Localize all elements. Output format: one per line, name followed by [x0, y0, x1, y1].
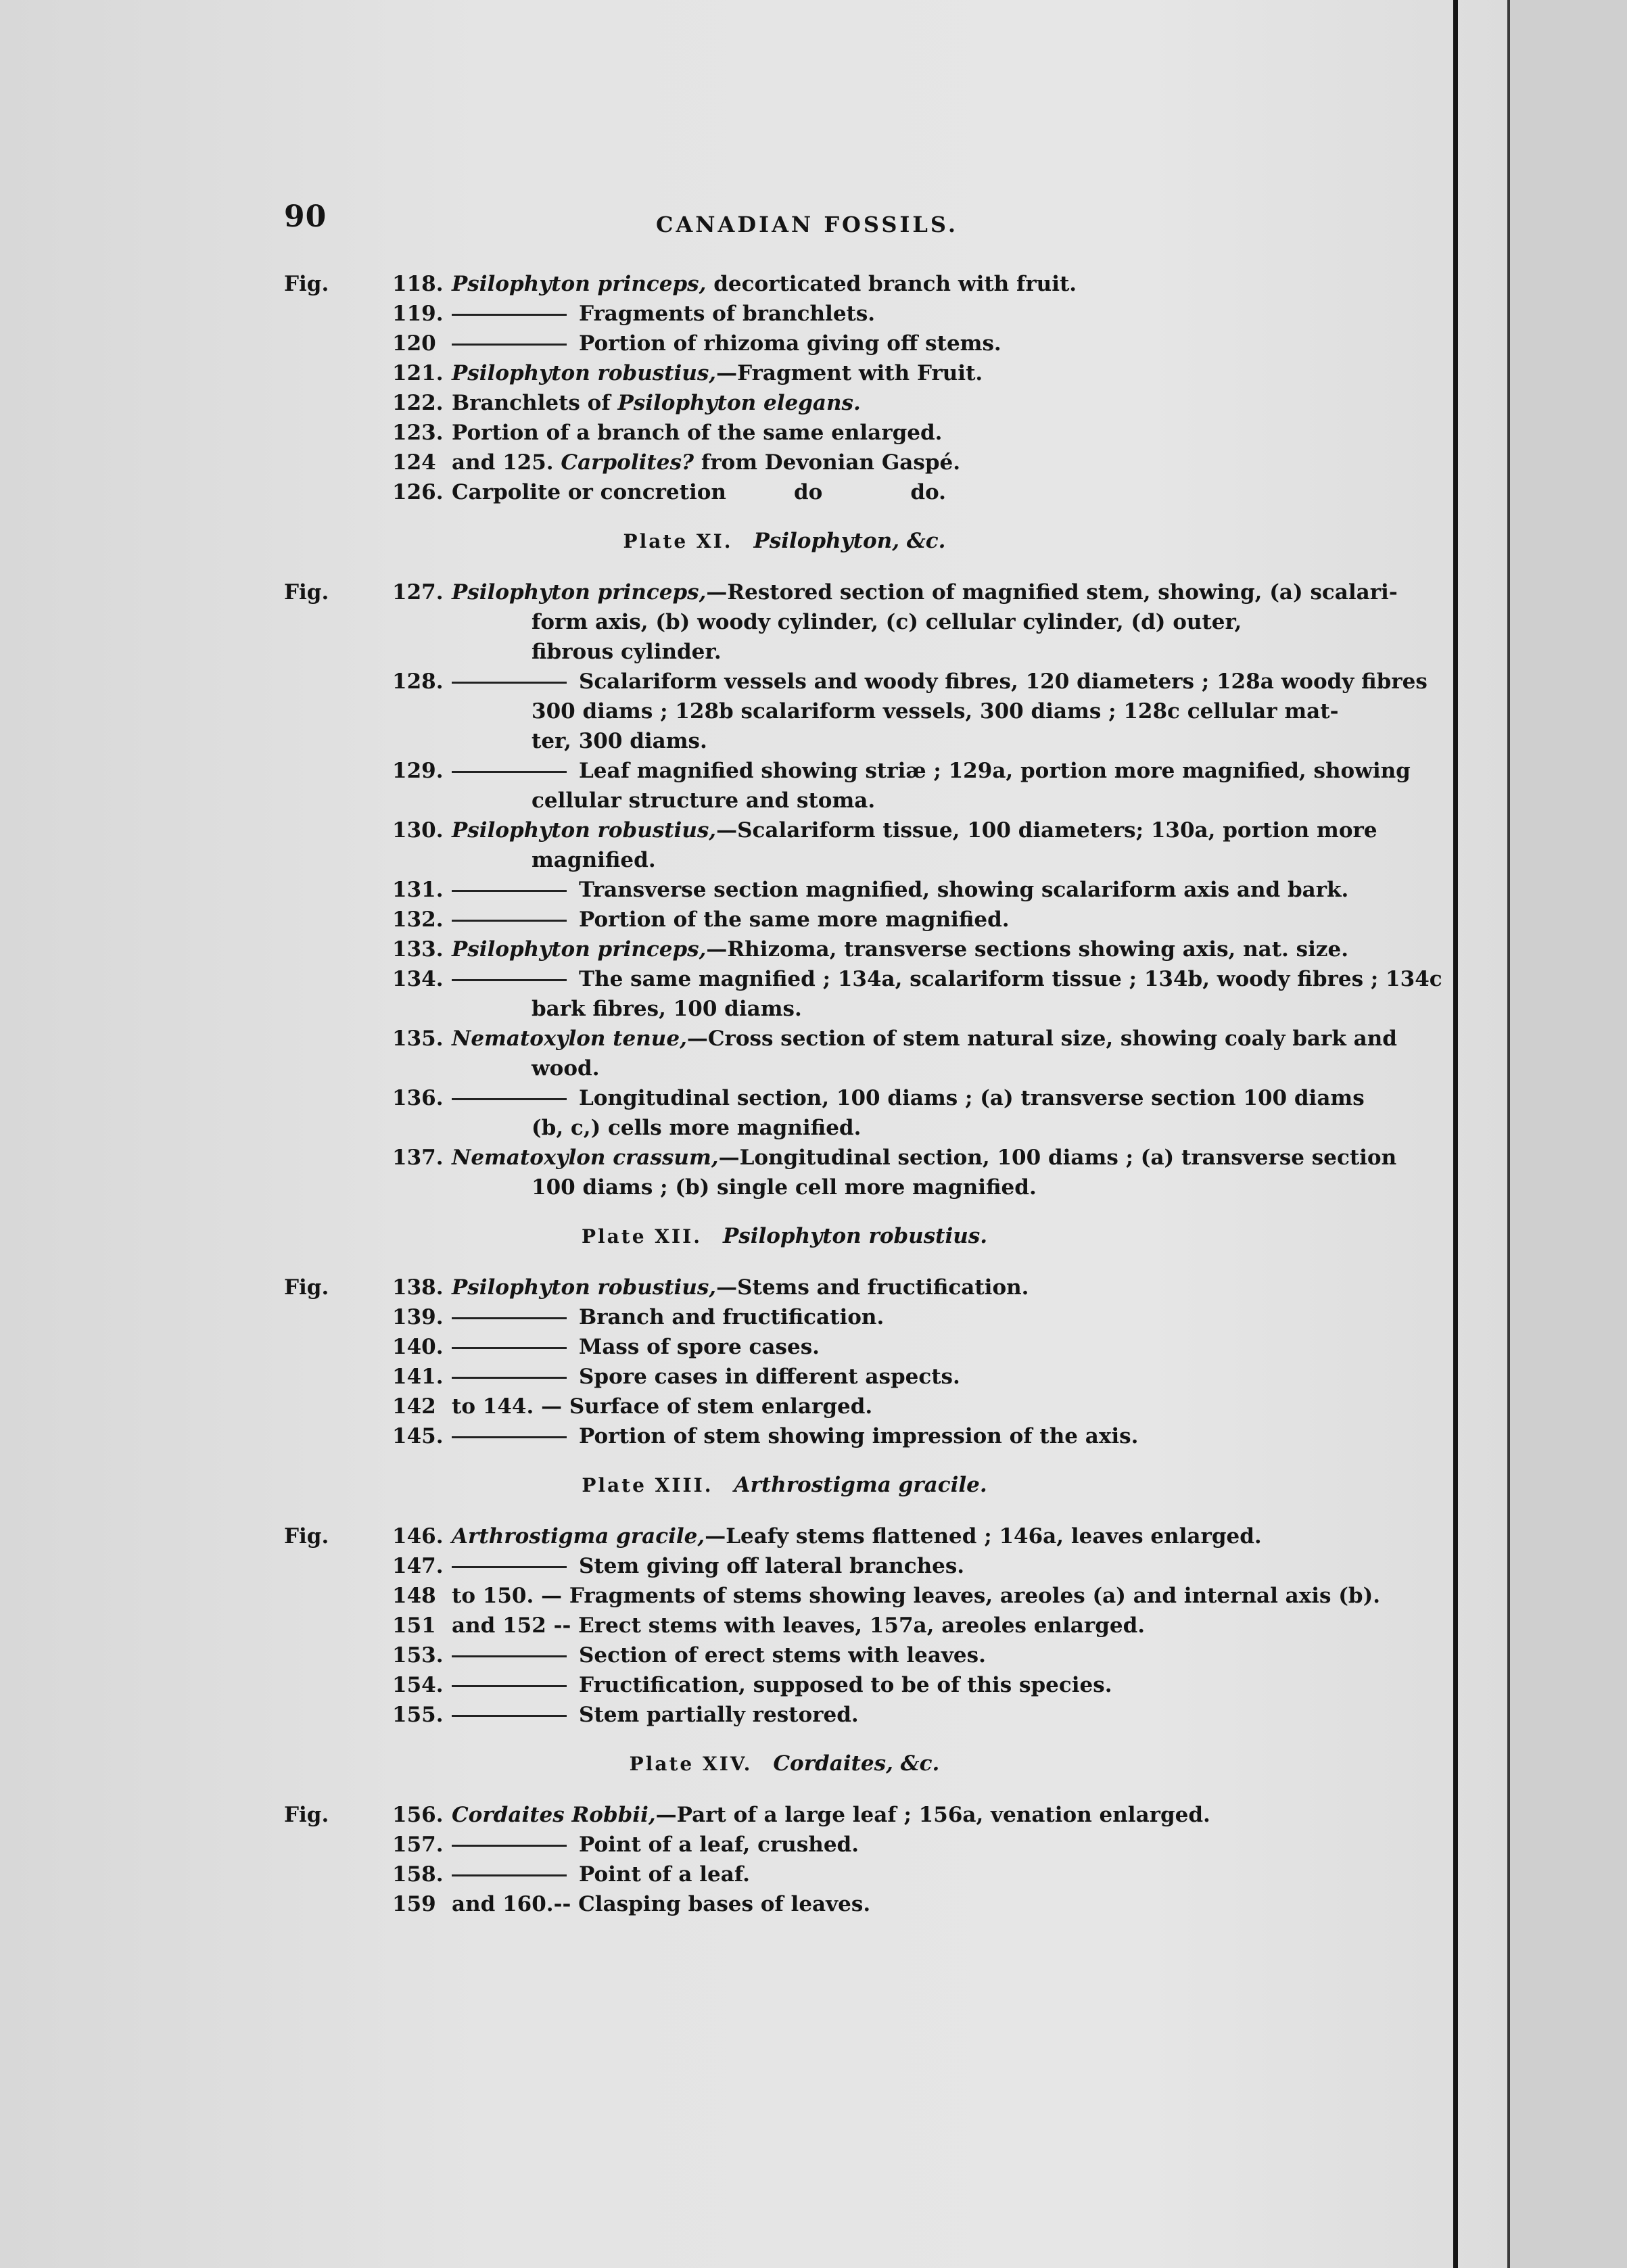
- description-text: —Scalariform tissue, 100 diameters; 130a, portion more: [716, 818, 1377, 843]
- figure-description: [579, 1421, 1138, 1451]
- ditto-dash: [452, 890, 567, 892]
- description-text: Carpolite or concretion: [452, 480, 726, 504]
- plate-label: Plate XIV.: [629, 1753, 753, 1775]
- figure-description: [579, 1083, 1365, 1113]
- figure-entry: [284, 964, 1442, 1024]
- figure-description: [452, 1024, 1397, 1054]
- ditto-dash: [452, 1377, 567, 1379]
- description-text: Surface of stem enlarged.: [569, 1394, 873, 1419]
- figure-description: [579, 1551, 964, 1581]
- description-text: Fragments of branchlets.: [579, 302, 876, 326]
- species-name: Arthrostigma gracile,: [452, 1524, 705, 1549]
- figure-entry: [284, 816, 1377, 875]
- ditto-dash: [452, 344, 567, 346]
- description-text: decorticated branch with fruit.: [713, 272, 1077, 296]
- description-continuation: bark fibres, 100 diams.: [532, 997, 802, 1021]
- fig-label: Fig.: [284, 580, 329, 605]
- figure-list: [284, 269, 1442, 1919]
- figure-description: [579, 1700, 859, 1730]
- figure-entry: [284, 1302, 1285, 1332]
- figure-entry: [284, 935, 1348, 964]
- description-continuation: (b, c,) cells more magnified.: [532, 1116, 862, 1140]
- description-text: Erect stems with leaves, 157a, areoles enlarged.: [578, 1613, 1146, 1638]
- species-name: Cordaites Robbii,: [452, 1803, 656, 1827]
- figure-entry: [284, 1024, 1397, 1083]
- ditto-dash: [452, 1874, 567, 1876]
- figure-number: 154.: [392, 1673, 444, 1697]
- figure-number: 126.: [392, 480, 444, 504]
- figure-entry: [284, 1889, 1285, 1919]
- figure-description: [579, 1640, 986, 1670]
- figure-number: 141.: [392, 1365, 444, 1389]
- figure-number: 119.: [392, 302, 444, 326]
- description-text: Portion of the same more magnified.: [579, 907, 1010, 932]
- description-continuation: cellular structure and stoma.: [532, 788, 876, 813]
- ditto-dash: [452, 1098, 567, 1100]
- ditto-mark: do: [793, 480, 823, 504]
- description-text: —Stems and fructification.: [716, 1275, 1029, 1300]
- figure-number: 137.: [392, 1145, 444, 1170]
- figure-entry: [284, 1521, 1285, 1551]
- figure-description: [579, 1860, 750, 1889]
- figure-entry: [284, 388, 1285, 418]
- fig-label: Fig.: [284, 1803, 329, 1827]
- figure-entry: [284, 418, 1285, 448]
- description-text: Longitudinal section, 100 diams ; (a) transverse section 100 diams: [579, 1086, 1365, 1110]
- figure-number: 127.: [392, 580, 444, 605]
- figure-number: 136.: [392, 1086, 444, 1110]
- ditto-dash: [452, 979, 567, 981]
- page-header: [284, 199, 1285, 240]
- figure-number: 148: [392, 1584, 436, 1608]
- description-text: Leaf magnified showing striæ ; 129a, portion more magnified, showing: [579, 759, 1411, 783]
- figure-number: 158.: [392, 1862, 444, 1887]
- species-name: Nematoxylon crassum,: [452, 1145, 719, 1170]
- description-text: —Leafy stems flattened ; 146a, leaves enlarged.: [705, 1524, 1262, 1549]
- description-text: —Cross section of stem natural size, showing coaly bark and: [686, 1026, 1397, 1051]
- figure-entry: [284, 905, 1285, 935]
- ditto-dash: [452, 682, 567, 684]
- species-name: Psilophyton princeps,: [452, 580, 707, 605]
- ditto-dash: [452, 1317, 567, 1319]
- description-text: Clasping bases of leaves.: [578, 1892, 871, 1916]
- ditto-dash: [452, 1655, 567, 1657]
- figure-number: 135.: [392, 1026, 444, 1051]
- plate-heading: [284, 1465, 1285, 1505]
- figure-number: 145.: [392, 1424, 444, 1448]
- figure-description: [452, 388, 861, 418]
- plate-block: [284, 521, 1442, 1202]
- figure-description: [579, 1332, 820, 1362]
- description-text: —Rhizoma, transverse sections showing axis, nat. size.: [706, 937, 1348, 962]
- figure-description: [452, 1143, 1396, 1173]
- description-text: from Devonian Gaspé.: [701, 450, 961, 475]
- description-continuation: 300 diams ; 128b scalariform vessels, 300 diams ; 128c cellular mat-: [532, 699, 1339, 724]
- ditto-dash: [452, 1715, 567, 1717]
- figure-entry: [284, 1581, 1381, 1611]
- figure-description: [579, 1670, 1112, 1700]
- figure-description: [579, 1302, 884, 1332]
- figure-entry: [284, 1830, 1285, 1860]
- figure-number: 118.: [392, 272, 444, 296]
- figure-description: [579, 756, 1411, 786]
- description-text: Portion of stem showing impression of the axis.: [579, 1424, 1139, 1448]
- figure-entry: [284, 875, 1349, 905]
- plate-block: [284, 269, 1285, 507]
- adjacent-page-strip: [1510, 0, 1627, 2268]
- figure-entry: [284, 1392, 1285, 1421]
- plate-title: Psilophyton, &c.: [753, 529, 946, 553]
- figure-description: [452, 935, 1348, 964]
- plate-heading: [284, 521, 1285, 561]
- plate-heading: [284, 1216, 1285, 1256]
- species-name: Nematoxylon tenue,: [452, 1026, 687, 1051]
- ditto-dash: [452, 1436, 567, 1438]
- figure-entry: [284, 1362, 1285, 1392]
- plate-block: [284, 1743, 1285, 1919]
- description-text: Branch and fructification.: [579, 1305, 885, 1329]
- ditto-dash: [452, 771, 567, 773]
- figure-number: 129.: [392, 759, 444, 783]
- figure-number: 147.: [392, 1554, 444, 1578]
- figure-description: [452, 358, 983, 388]
- ditto-dash: [452, 314, 567, 316]
- figure-number: 157.: [392, 1833, 444, 1857]
- figure-prefix: and 125.: [452, 450, 554, 475]
- figure-description: [452, 1800, 1210, 1830]
- figure-description: [579, 1830, 859, 1860]
- figure-entry: [284, 358, 1285, 388]
- figure-number: 151: [392, 1613, 436, 1638]
- fig-label: Fig.: [284, 1275, 329, 1300]
- figure-number: 134.: [392, 967, 444, 991]
- figure-number: 142: [392, 1394, 436, 1419]
- fig-label: Fig.: [284, 272, 329, 296]
- figure-description: [579, 1362, 960, 1392]
- figure-entry: [284, 1551, 1285, 1581]
- figure-entry: [284, 329, 1285, 358]
- description-continuation: magnified.: [532, 848, 656, 872]
- species-name: Psilophyton robustius,: [452, 361, 717, 385]
- figure-entry: [284, 1611, 1285, 1640]
- figure-entry: [284, 577, 1398, 667]
- figure-prefix: to 150. —: [452, 1584, 563, 1608]
- figure-entry: [284, 1670, 1285, 1700]
- figure-number: 130.: [392, 818, 444, 843]
- ditto-dash: [452, 1685, 567, 1687]
- figure-number: 121.: [392, 361, 444, 385]
- plate-block: [284, 1465, 1381, 1730]
- figure-description: [452, 477, 946, 507]
- species-name: Psilophyton princeps,: [452, 937, 707, 962]
- figure-number: 123.: [392, 421, 444, 445]
- figure-number: 156.: [392, 1803, 444, 1827]
- plate-heading: [284, 1743, 1285, 1784]
- plate-block: [284, 1216, 1285, 1451]
- figure-number: 124: [392, 450, 436, 475]
- figure-description: [579, 905, 1010, 935]
- figure-prefix: to 144. —: [452, 1394, 563, 1419]
- figure-description: [579, 667, 1428, 696]
- running-title: CANADIAN FOSSILS.: [656, 212, 958, 237]
- figure-entry: [284, 1143, 1397, 1202]
- figure-description: [579, 299, 875, 329]
- plate-title: Cordaites, &c.: [773, 1751, 940, 1776]
- figure-number: 122.: [392, 391, 444, 415]
- figure-entry: [284, 756, 1411, 816]
- figure-description: [452, 1273, 1029, 1302]
- species-name: Psilophyton elegans.: [617, 391, 861, 415]
- figure-number: 131.: [392, 878, 444, 902]
- figure-description: [452, 577, 1398, 607]
- description-text: Stem partially restored.: [579, 1703, 859, 1727]
- ditto-dash: [452, 1347, 567, 1349]
- figure-description: [452, 269, 1077, 299]
- ditto-mark: do.: [910, 480, 946, 504]
- description-text: The same magnified ; 134a, scalariform tissue ; 134b, woody fibres ; 134c: [579, 967, 1442, 991]
- description-text: —Restored section of magnified stem, showing, (a) scalari-: [706, 580, 1398, 605]
- figure-description: [452, 1581, 1380, 1611]
- description-text: Portion of rhizoma giving off stems.: [579, 331, 1001, 356]
- description-text: —Longitudinal section, 100 diams ; (a) transverse section: [718, 1145, 1397, 1170]
- description-continuation: wood.: [532, 1056, 600, 1081]
- description-text: Spore cases in different aspects.: [579, 1365, 960, 1389]
- figure-entry: [284, 477, 1285, 507]
- description-text: Fructification, supposed to be of this species.: [579, 1673, 1112, 1697]
- description-text: Point of a leaf, crushed.: [579, 1833, 859, 1857]
- description-text: Fragments of stems showing leaves, areoles (a) and internal axis (b).: [569, 1584, 1381, 1608]
- species-name: Carpolites?: [561, 450, 694, 475]
- figure-entry: [284, 1332, 1285, 1362]
- figure-entry: [284, 448, 1285, 477]
- figure-prefix: and 152 --: [452, 1613, 571, 1638]
- figure-description: [579, 329, 1001, 358]
- figure-description: [452, 1521, 1262, 1551]
- figure-number: 138.: [392, 1275, 444, 1300]
- figure-number: 133.: [392, 937, 444, 962]
- figure-number: 140.: [392, 1335, 444, 1359]
- figure-entry: [284, 1700, 1285, 1730]
- figure-entry: [284, 667, 1428, 756]
- fig-label: Fig.: [284, 1524, 329, 1549]
- species-name: Psilophyton robustius,: [452, 818, 717, 843]
- figure-number: 155.: [392, 1703, 444, 1727]
- description-text: —Fragment with Fruit.: [716, 361, 983, 385]
- figure-entry: [284, 1800, 1285, 1830]
- figure-entry: [284, 1860, 1285, 1889]
- description-text: —Part of a large leaf ; 156a, venation enlarged.: [655, 1803, 1210, 1827]
- plate-label: Plate XI.: [623, 530, 733, 552]
- figure-description: [452, 816, 1377, 845]
- page-edge-line: [1453, 0, 1458, 2268]
- description-text: Point of a leaf.: [579, 1862, 750, 1887]
- figure-number: 128.: [392, 669, 444, 694]
- figure-description: [452, 1611, 1145, 1640]
- figure-entry: [284, 299, 1285, 329]
- plate-label: Plate XIII.: [582, 1474, 713, 1496]
- ditto-dash: [452, 1566, 567, 1568]
- figure-entry: [284, 1273, 1285, 1302]
- ditto-dash: [452, 1845, 567, 1847]
- figure-prefix: Branchlets of: [452, 391, 611, 415]
- figure-description: [452, 1889, 870, 1919]
- page-number: 90: [284, 199, 327, 234]
- description-text: Section of erect stems with leaves.: [579, 1643, 986, 1668]
- figure-description: [452, 1392, 872, 1421]
- description-continuation: form axis, (b) woody cylinder, (c) cellular cylinder, (d) outer,: [532, 610, 1242, 634]
- description-continuation: 100 diams ; (b) single cell more magnified.: [532, 1175, 1037, 1200]
- description-text: Mass of spore cases.: [579, 1335, 820, 1359]
- figure-entry: [284, 1421, 1285, 1451]
- figure-entry: [284, 1083, 1365, 1143]
- plate-label: Plate XII.: [581, 1225, 702, 1248]
- description-text: Portion of a branch of the same enlarged.: [452, 421, 943, 445]
- species-name: Psilophyton robustius,: [452, 1275, 717, 1300]
- figure-description: [579, 964, 1442, 994]
- description-text: Transverse section magnified, showing scalariform axis and bark.: [579, 878, 1349, 902]
- figure-number: 153.: [392, 1643, 444, 1668]
- figure-description: [452, 418, 942, 448]
- figure-number: 159: [392, 1892, 436, 1916]
- figure-number: 146.: [392, 1524, 444, 1549]
- figure-entry: [284, 1640, 1285, 1670]
- figure-number: 132.: [392, 907, 444, 932]
- species-name: Psilophyton princeps,: [452, 272, 707, 296]
- plate-title: Arthrostigma gracile.: [734, 1473, 987, 1497]
- figure-number: 139.: [392, 1305, 444, 1329]
- ditto-dash: [452, 920, 567, 922]
- plate-title: Psilophyton robustius.: [722, 1224, 988, 1248]
- description-continuation: ter, 300 diams.: [532, 729, 707, 753]
- description-continuation: fibrous cylinder.: [532, 640, 722, 664]
- figure-description: [579, 875, 1348, 905]
- figure-description: [452, 448, 960, 477]
- figure-prefix: and 160.--: [452, 1892, 571, 1916]
- description-text: Scalariform vessels and woody fibres, 120 diameters ; 128a woody fibres: [579, 669, 1428, 694]
- description-text: Stem giving off lateral branches.: [579, 1554, 965, 1578]
- figure-number: 120: [392, 331, 436, 356]
- figure-entry: [284, 269, 1285, 299]
